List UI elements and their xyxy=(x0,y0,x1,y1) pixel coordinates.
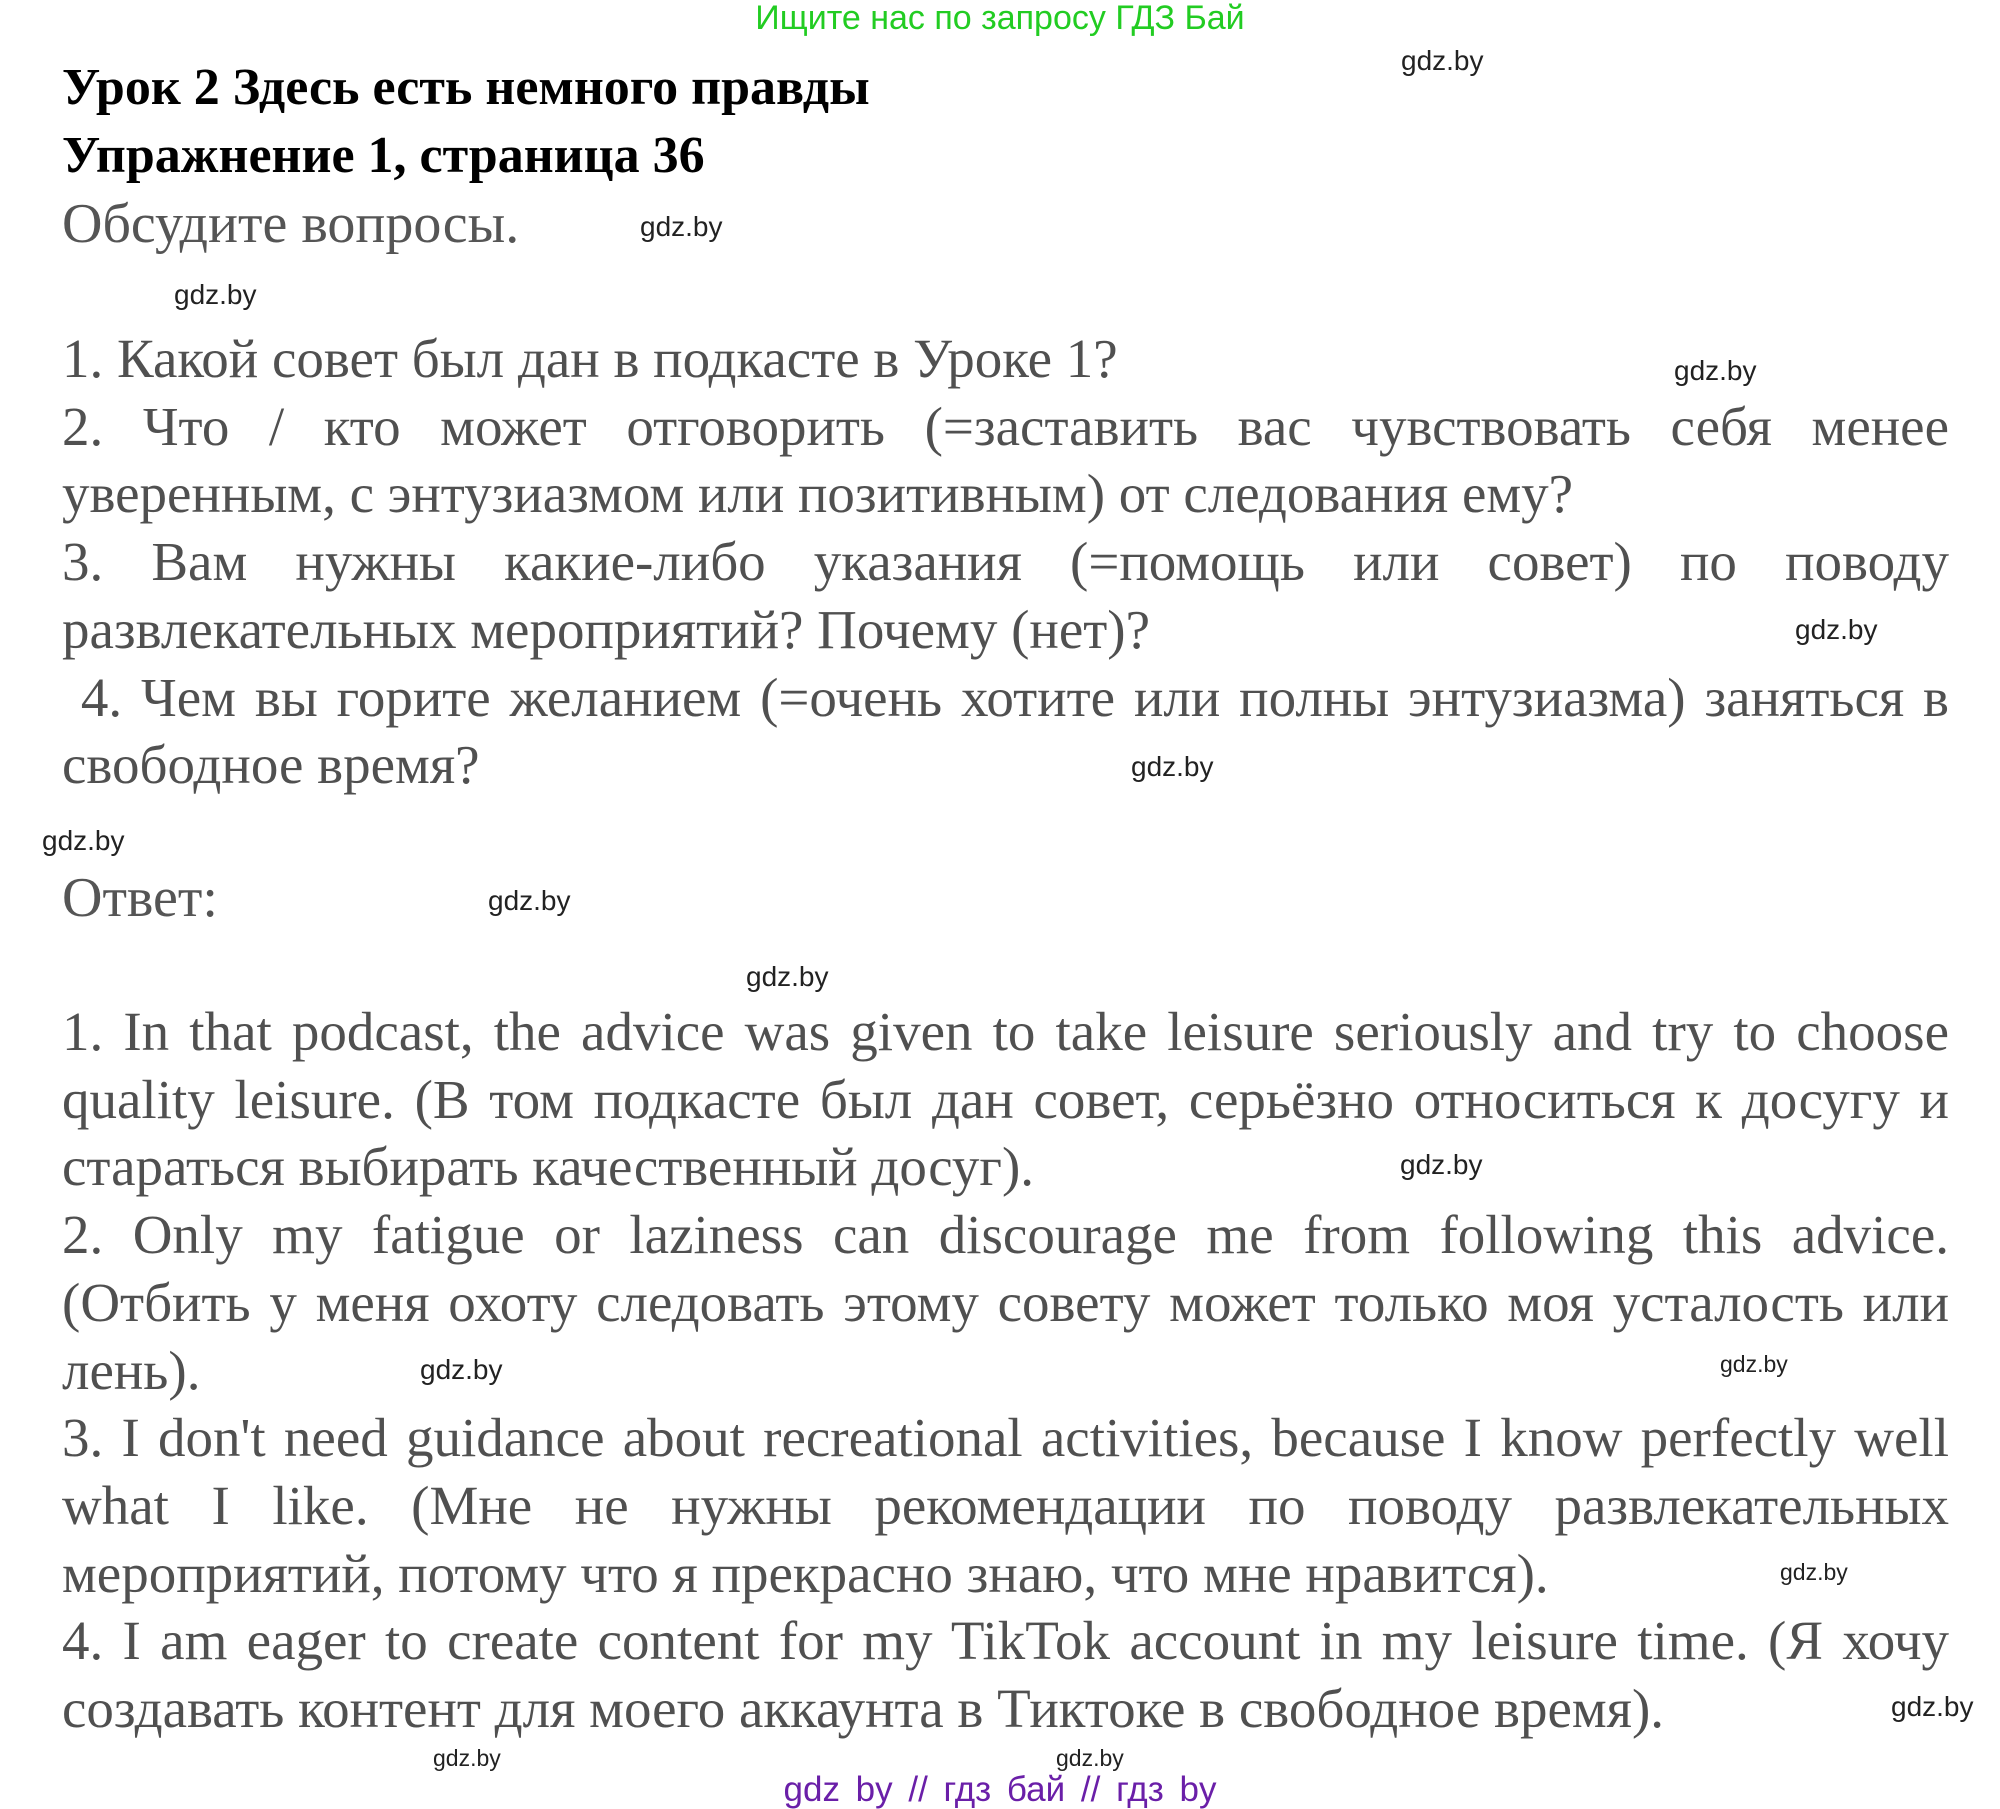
answers-list xyxy=(62,998,1949,1743)
question: 3. Вам нужны какие-либо указания (=помощь или совет) по поводу развлекательных мероприятий? Почему (нет)? xyxy=(62,531,1949,660)
question: 2. Что / кто может отговорить (=заставить вас чувствовать себя менее уверенным, с энтузиазмом или позитивным) от следования ему? xyxy=(62,395,1949,525)
watermark: gdz.by xyxy=(1795,614,1878,645)
answer: 3. I don't need guidance about recreational activities, because I know perfectly well what I like. (Мне не нужны рекомендации по поводу развлекательных мероприятий, потому что я прекрасно знаю, что мне нравится). xyxy=(62,1407,1949,1604)
watermark: gdz.by xyxy=(488,885,571,916)
watermark: gdz.by xyxy=(1131,751,1214,782)
answer-label: Ответ: xyxy=(62,867,218,929)
instruction: Обсудите вопросы. xyxy=(62,193,520,255)
watermark: gdz.by xyxy=(1401,45,1484,76)
watermark: gdz.by xyxy=(420,1354,503,1385)
watermark: gdz.by xyxy=(433,1745,501,1771)
footer-links[interactable]: gdz by // гдз бай // гдз by xyxy=(783,1770,1217,1809)
watermark: gdz.by xyxy=(1780,1559,1848,1585)
watermark: gdz.by xyxy=(640,211,723,242)
watermark: gdz.by xyxy=(1891,1691,1974,1722)
search-banner: Ищите нас по запросу ГДЗ Бай xyxy=(755,0,1245,37)
question: 1. Какой совет был дан в подкасте в Уроке 1? xyxy=(62,328,1118,389)
watermark: gdz.by xyxy=(1720,1351,1788,1377)
watermark: gdz.by xyxy=(1056,1745,1124,1771)
question: 4. Чем вы горите желанием (=очень хотите или полны энтузиазма) заняться в свободное время? xyxy=(62,666,1963,796)
answer: 2. Only my fatigue or laziness can discourage me from following this advice. (Отбить у меня охоту следовать этому совету может только моя усталость или лень). xyxy=(62,1204,1949,1401)
watermark: gdz.by xyxy=(1674,355,1757,386)
watermark: gdz.by xyxy=(1400,1149,1483,1180)
watermark: gdz.by xyxy=(746,961,829,992)
questions-list xyxy=(62,325,1963,799)
answer: 1. In that podcast, the advice was given to take leisure seriously and try to choose quality leisure. (В том подкасте был дан совет, серьёзно относиться к досугу и стараться выбирать качественный досуг). xyxy=(62,1001,1949,1198)
answer: 4. I am eager to create content for my TikTok account in my leisure time. (Я хочу создавать контент для моего аккаунта в Тиктоке в свободное время). xyxy=(62,1610,1949,1740)
exercise-title: Упражнение 1, страница 36 xyxy=(62,127,705,184)
watermark: gdz.by xyxy=(42,825,125,856)
watermark: gdz.by xyxy=(174,279,257,310)
lesson-title: Урок 2 Здесь есть немного правды xyxy=(62,59,870,116)
